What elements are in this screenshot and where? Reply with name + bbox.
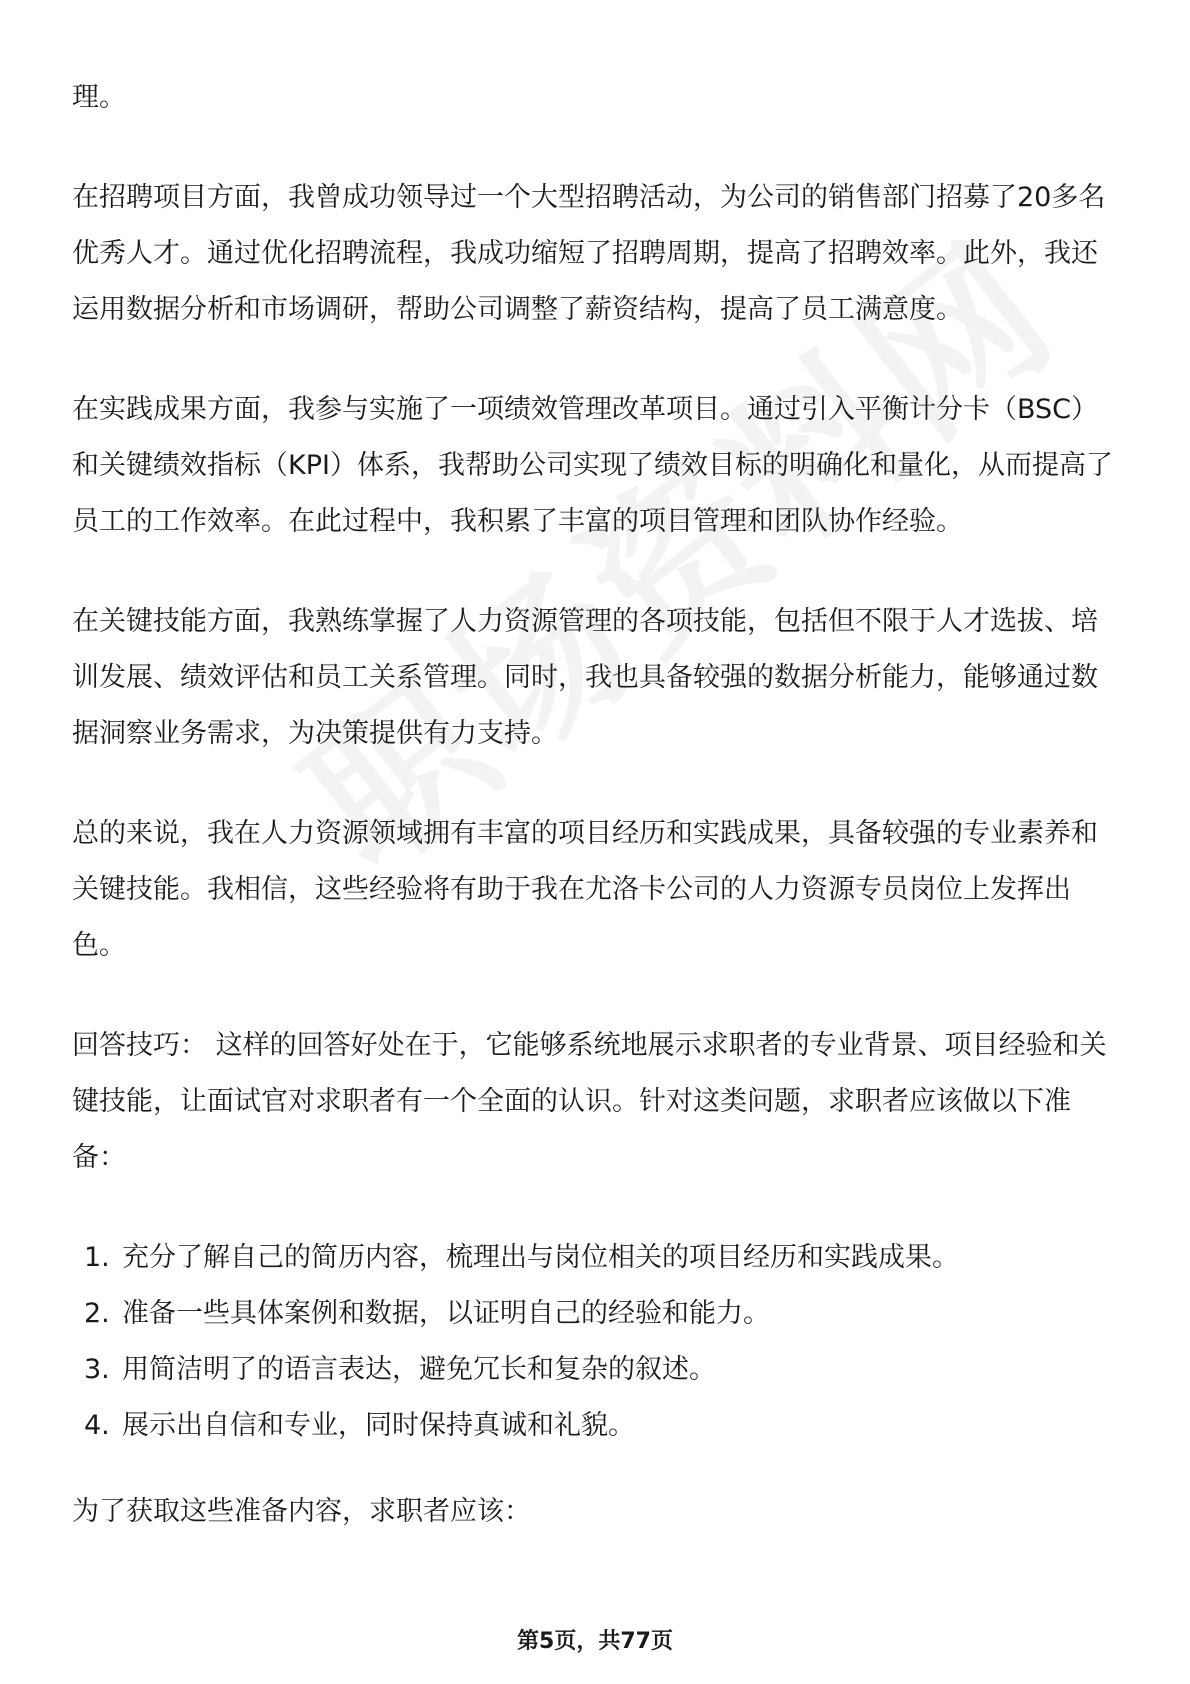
list-item <box>72 1342 1120 1398</box>
list-text: 用简洁明了的语言表达，避免冗长和复杂的叙述。 <box>122 1354 716 1385</box>
paragraph-summary: 总的来说，我在人力资源领域拥有丰富的项目经历和实践成果，具备较强的专业素养和关键技能。我相信，这些经验将有助于我在尤洛卡公司的人力资源专员岗位上发挥出色。 <box>72 818 1098 961</box>
preparation-list <box>72 1230 1120 1454</box>
list-number: 3. <box>84 1354 110 1385</box>
list-text: 充分了解自己的简历内容，梳理出与岗位相关的项目经历和实践成果。 <box>122 1242 959 1273</box>
list-number: 2. <box>84 1298 110 1329</box>
paragraph-recruitment: 在招聘项目方面，我曾成功领导过一个大型招聘活动，为公司的销售部门招募了20多名优秀人才。通过优化招聘流程，我成功缩短了招聘周期，提高了招聘效率。此外，我还运用数据分析和市场调研，帮助公司调整了薪资结构，提高了员工满意度。 <box>72 182 1106 325</box>
paragraph-skills: 在关键技能方面，我熟练掌握了人力资源管理的各项技能，包括但不限于人才选拔、培训发展、绩效评估和员工关系管理。同时，我也具备较强的数据分析能力，能够通过数据洞察业务需求，为决策提供有力支持。 <box>72 606 1098 749</box>
paragraph-tips: 回答技巧： 这样的回答好处在于，它能够系统地展示求职者的专业背景、项目经验和关键技能，让面试官对求职者有一个全面的认识。针对这类问题，求职者应该做以下准备： <box>72 1030 1107 1173</box>
paragraph-continuation: 理。 <box>72 82 126 113</box>
list-number: 4. <box>84 1410 110 1441</box>
list-item <box>72 1398 1120 1454</box>
page-number: 第5页，共77页 <box>517 1629 673 1654</box>
list-item <box>72 1286 1120 1342</box>
list-text: 展示出自信和专业，同时保持真诚和礼貌。 <box>122 1410 635 1441</box>
list-item <box>72 1230 1120 1286</box>
paragraph-practice: 在实践成果方面，我参与实施了一项绩效管理改革项目。通过引入平衡计分卡（BSC）和关键绩效指标（KPI）体系，我帮助公司实现了绩效目标的明确化和量化，从而提高了员工的工作效率。在此过程中，我积累了丰富的项目管理和团队协作经验。 <box>72 394 1113 537</box>
list-text: 准备一些具体案例和数据，以证明自己的经验和能力。 <box>122 1298 770 1329</box>
paragraph-closing: 为了获取这些准备内容，求职者应该： <box>72 1496 531 1527</box>
list-number: 1. <box>84 1242 110 1273</box>
document-body <box>72 70 1120 1584</box>
